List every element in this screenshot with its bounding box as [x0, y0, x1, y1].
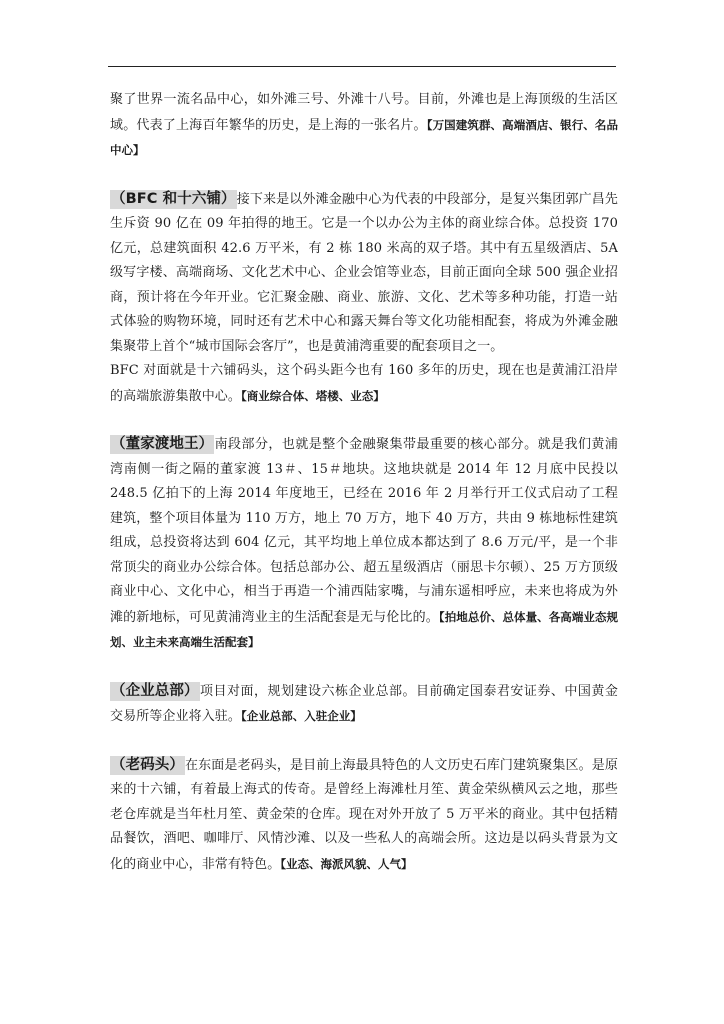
bfc-heading: （BFC 和十六铺） [111, 190, 236, 207]
bfc-text: 接下来是以外滩金融中心为代表的中段部分，是复兴集团郭广昌先生斥资 90 亿在 09 年拍得的地王。它是一个以办公为主体的商业综合体。总投资 170 亿元，总建筑面积 42.6 万平米，有 2 栋 180 米高的双子塔。其中有五星级酒店、5A 级写字楼、高端商场、文化艺术中心、企业会馆等业态，目前正面向全球 500 强企业招商，预计将在今年开业。它汇聚金融、商业、旅游、文化、艺术等多种功能，打造一站式体验的购物环境，同时还有艺术中心和露天舞台等文化功能相配套，将成为外滩金融集聚带上首个“城市国际会客厅”，也是黄浦湾重要的配套项目之一。 [110, 191, 618, 354]
intro-tag: 【万国建筑群、高端酒店、银行、名品中心】 [110, 117, 619, 157]
dongjiadu-paragraph [110, 433, 618, 656]
intro-paragraph [110, 88, 618, 164]
spacer [110, 409, 618, 433]
wharf-text: 在东面是老码头，是目前上海最具特色的人文历史石库门建筑聚集区。是原来的十六铺，有着最上海式的传奇。是曾经上海滩杜月笙、黄金荣纵横风云之地，那些老仓库就是当年杜月笙、黄金荣的仓库。现在对外开放了 5 万平米的商业。其中包括精品餐饮，酒吧、咖啡厅、风情沙滩、以及一些私人的高端会所。这边是以码头背景为文化的商业中心，非常有特色。 [110, 757, 618, 872]
dongjiadu-tag: 【拍地总价、总体量、各高端业态规划、业主未来高端生活配套】 [110, 609, 618, 649]
hq-heading: （企业总部） [111, 682, 199, 699]
bfc-paragraph-2 [110, 359, 618, 409]
hq-paragraph [110, 680, 618, 730]
bfc-tag: 【商业综合体、塔楼、业态】 [241, 388, 385, 403]
wharf-tag: 【业态、海派风貌、人气】 [280, 856, 413, 871]
bfc-text-2: BFC 对面就是十六铺码头，这个码头距今也有 160 多年的历史，现在也是黄浦江沿岸的高端旅游集散中心。 [110, 363, 618, 404]
bfc-paragraph [110, 188, 618, 360]
wharf-paragraph [110, 754, 618, 878]
spacer [110, 164, 618, 188]
hq-tag: 【企业总部、入驻企业】 [241, 709, 362, 723]
header-rule [108, 66, 616, 67]
hq-text: 项目对面，规划建设六栋企业总部。目前确定国泰君安证券、中国黄金交易所等企业将入驻。 [110, 683, 618, 724]
document-body [110, 88, 618, 877]
spacer [110, 656, 618, 680]
intro-text: 聚了世界一流名品中心，如外滩三号、外滩十八号。目前，外滩也是上海顶级的生活区域。代表了上海百年繁华的历史，是上海的一张名片。 [110, 92, 618, 133]
wharf-heading: （老码头） [111, 756, 184, 773]
dongjiadu-text: 南段部分，也就是整个金融聚集带最重要的核心部分。就是我们黄浦湾南侧一街之隔的董家渡 13＃、15＃地块。这地块就是 2014 年 12 月底中民投以 248.5 亿拍下的上海 2014 年度地王，已经在 2016 年 2 月举行开工仪式启动了工程建筑，整个项目体量为 110 万方，地上 70 万方，地下 40 万方，共由 9 栋地标性建筑组成，总投资将达到 604 亿元，其平均地上单位成本都达到了 8.6 万元/平，是一个非常顶尖的商业办公综合体。包括总部办公、超五星级酒店（丽思卡尔顿）、25 万方顶级商业中心、文化中心，相当于再造一个浦西陆家嘴，与浦东遥相呼应，未来也将成为外滩的新地标，可见黄浦湾业主的生活配套是无与伦比的。 [110, 437, 618, 625]
dongjiadu-heading: （董家渡地王） [111, 436, 214, 452]
spacer [110, 730, 618, 754]
